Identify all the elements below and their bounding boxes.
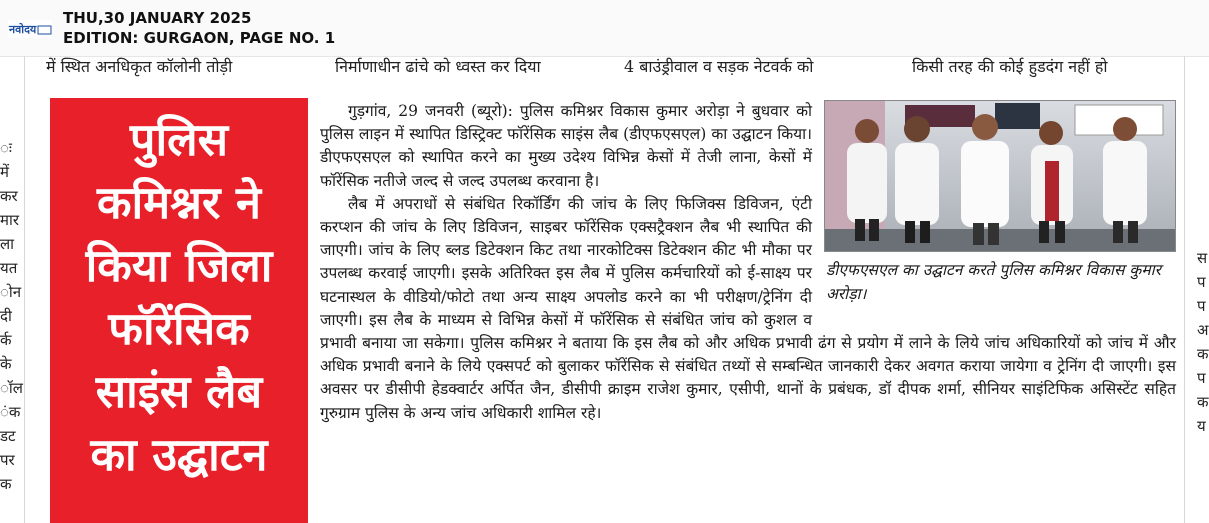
right-fragment: प: [1197, 273, 1206, 291]
prev-article-line-3: 4 बाउंड्रीवाल व सड़क नेटवर्क को: [624, 57, 814, 76]
left-fragment: के: [0, 355, 12, 373]
prev-article-line-2: निर्माणाधीन ढांचे को ध्वस्त कर दिया: [335, 57, 541, 76]
right-fragment: प: [1197, 369, 1206, 387]
edition-page: EDITION: GURGAON, PAGE NO. 1: [63, 29, 336, 47]
headline-line: फॉरेंसिक: [108, 302, 250, 355]
left-fragment: कर: [0, 187, 18, 205]
right-fragment: क: [1197, 345, 1209, 363]
right-neighbour-column: [1184, 56, 1209, 523]
left-neighbour-column: [0, 56, 25, 523]
article-photo[interactable]: [824, 100, 1176, 252]
right-fragment: स: [1197, 249, 1208, 267]
photo-caption: डीएफएसएल का उद्घाटन करते पुलिस कमिश्नर विकास कुमार अरोड़ा।: [826, 261, 1161, 303]
left-fragment: ंक: [0, 403, 21, 421]
left-fragment: यत: [0, 259, 18, 277]
article-paragraph-2: लैब में अपराधों से संबंधित रिकॉर्डिंग की जांच के लिए फिजिक्स डिविजन, एंटी करप्शन की जांच के लिए डिविजन, साइबर फॉरेंसिक एक्सट्रैक्शन लैब भी स्थापित की जाएगी। जांच के लिए ब्लड डिटेक्शन किट तथा नारकोटिक्स डिटेक्शन कीट भी मौका पर उपलब्ध करवाई जाएगी। इसके अतिरिक्त इस लैब में पुलिस कर्मचारियों को ई-साक्ष्य पर घटनास्थल के वीडियो/फोटो तथा अन्य साक्ष्य अपलोड करने का भी परीक्षण/ट्रेनिंग दी जाएगी। इस लैब के माध्यम से विभिन्न केसों में फॉरेंसिक से संबंधित जांच को कुशल व प्रभावी बनाया जा सकेगा। पुलिस कमिश्नर ने बताया कि इस लैब को और अधिक प्रभावी ढंग से प्रयोग में लाने के लिये जांच अधिकारियों को जांच में और अधिक प्रभावी बनाने के लिये एक्सपर्ट को बुलाकर फॉरेंसिक से संबंधित तथ्यों से सम्बन्धित जानकारी देकर अवगत कराया जायेगा व ट्रेनिंग दी जाएगी। इस अवसर पर डीसीपी हेडक्वार्टर अर्पित जैन, डीसीपी क्राइम राजेश कुमार, एसीपी, थानों के प्रबंधक, डॉ दीपक शर्मा, सीनियर साइंटिफिक असिस्टेंट सहित गुरुग्राम पुलिस के अन्य जांच अधिकारी शामिल रहे।: [320, 194, 1176, 422]
article-headline: [50, 108, 308, 486]
logo-text: नवोदय: [9, 23, 37, 36]
headline-box: [50, 98, 308, 523]
dateline: [63, 8, 335, 48]
headline-line: कमिश्नर ने: [97, 176, 261, 229]
left-fragment: पर: [0, 451, 15, 469]
left-fragment: र्क: [0, 331, 12, 349]
left-fragment: दी: [0, 307, 12, 325]
right-fragment: अ: [1197, 321, 1209, 339]
newspaper-logo[interactable]: [8, 14, 52, 44]
edition-date: THU,30 JANUARY 2025: [63, 9, 252, 27]
right-fragment: क: [1197, 393, 1209, 411]
article-paragraph-1: गुड़गांव, 29 जनवरी (ब्यूरो): पुलिस कमिश्नर विकास कुमार अरोड़ा ने बुधवार को पुलिस लाइन में स्थापित डिस्ट्रिक्ट फॉरेंसिक साइंस लैब (डीएफएसएल) का उद्घाटन किया। डीएफएसएल को स्थापित करने का मुख्य उदेश्य विभिन्न केसों में तेजी लाना, केसों में फॉरेंसिक नतीजे जल्द से जल्द उपलब्ध करवाना है।: [320, 102, 812, 190]
left-fragment: ॉल: [0, 379, 23, 397]
left-fragment: मार: [0, 211, 19, 229]
left-fragment: ोन: [0, 283, 22, 301]
headline-line: किया जिला: [85, 239, 273, 292]
edition-header: [0, 0, 1209, 57]
right-fragment: य: [1197, 417, 1206, 435]
left-fragment: ः: [0, 139, 12, 157]
article-photo-block: [824, 100, 1176, 306]
prev-article-line-1: में स्थित अनधिकृत कॉलोनी तोड़ी: [46, 57, 233, 76]
left-fragment: क: [0, 475, 12, 493]
prev-article-line-4: किसी तरह की कोई हुडदंग नहीं हो: [912, 57, 1108, 76]
headline-line: साइंस लैब: [95, 365, 263, 418]
left-fragment: डट: [0, 427, 16, 445]
left-fragment: में: [0, 163, 9, 181]
headline-line: पुलिस: [129, 113, 229, 166]
headline-line: का उद्घाटन: [90, 428, 268, 481]
right-fragment: प: [1197, 297, 1206, 315]
article-body: [320, 100, 1176, 425]
left-fragment: ला: [0, 235, 15, 253]
